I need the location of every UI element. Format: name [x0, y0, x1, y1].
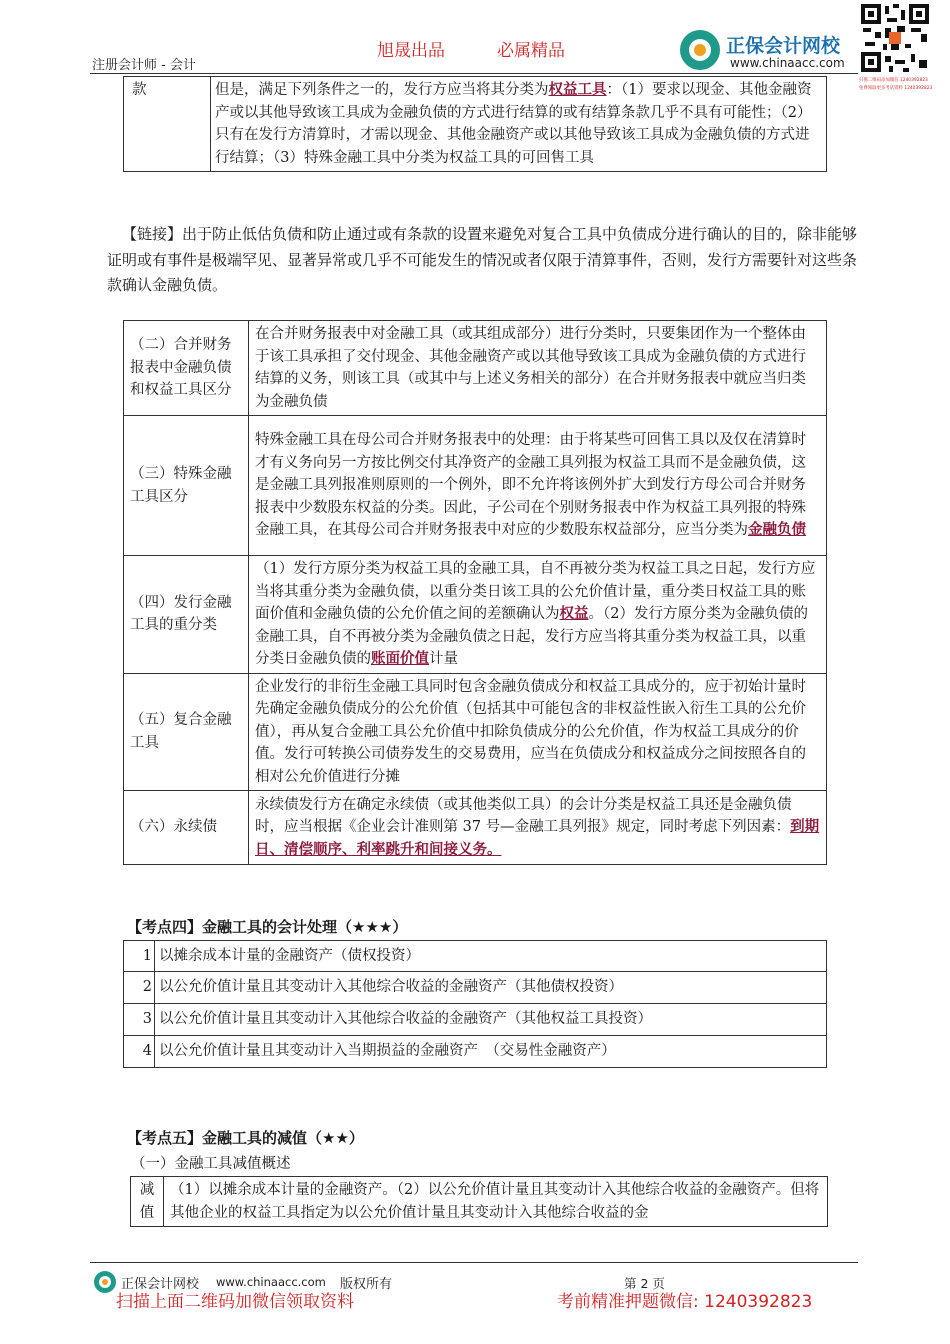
link-tag: 【链接】 — [122, 225, 183, 243]
term-book-value: 账面价值 — [371, 650, 429, 667]
row-label: （二）合并财务报表中金融负债和权益工具区分 — [124, 321, 249, 416]
table-row — [131, 1177, 828, 1227]
table-impairment-overview — [130, 1176, 828, 1227]
footer-page-number: 第 2 页 — [624, 1276, 665, 1291]
row-content: 企业发行的非衍生金融工具同时包含金融负债成分和权益工具成分的，应于初始计量时先确定金融负债成分的公允价值（包括其中可能包含的非权益性嵌入衍生工具的公允价值），再从复合金融工具公允价值中扣除负债成分的公允价值，作为权益工具成分的价值。发行可转换公司债券发生的交易费用，应当在负债成分和权益成分之间按照各自的相对公允价值进行分摊 — [249, 673, 827, 791]
row-content: 但是，满足下列条件之一的，发行方应当将其分类为权益工具：（1）要求以现金、其他金融资产或以其他导致该工具成为金融负债的方式进行结算的或有结算条款几乎不具有可能性；（2）只有在发行方清算时，才需以现金、其他金融资产或以其他导致该工具成为金融负债的方式进行结算；（3）特殊金融工具中分类为权益工具的可回售工具 — [211, 77, 827, 172]
section-5-subtitle: （一）金融工具减值概述 — [131, 1156, 291, 1172]
table-row — [124, 972, 827, 1004]
qr-code-image — [861, 4, 929, 72]
row-content: 以摊余成本计量的金融资产（债权投资） — [155, 941, 827, 972]
row-number: 2 — [124, 972, 155, 1004]
table-row — [124, 791, 827, 865]
table-row — [124, 673, 827, 791]
header-slogan-2: 必属精品 — [497, 41, 565, 61]
footer-rights: 版权所有 — [340, 1277, 393, 1292]
section-4-title: 【考点四】金融工具的会计处理（★★★） — [127, 918, 408, 936]
term-perpetual-factors: 到期日、清偿顺序、利率跳升和间接义务。 — [255, 818, 820, 858]
row-number: 4 — [124, 1036, 155, 1068]
row-label: （三）特殊金融工具区分 — [124, 416, 249, 556]
row-content: （1）以摊余成本计量的金融资产。（2）以公允价值计量且其变动计入其他综合收益的金融资产。但将其他企业的权益工具指定为以公允价值计量且其变动计入其他综合收益的金 — [164, 1177, 828, 1227]
term-financial-liability: 金融负债 — [748, 521, 806, 539]
table-row — [124, 416, 827, 556]
row-label: （六）永续债 — [124, 791, 249, 865]
section-5-title: 【考点五】金融工具的减值（★★） — [127, 1129, 364, 1147]
term-equity-instrument: 权益工具 — [548, 81, 607, 98]
footer-brand: 正保会计网校 — [121, 1277, 200, 1292]
table-row — [124, 77, 827, 172]
table-row — [124, 321, 827, 416]
row-content: 以公允价值计量且其变动计入当期损益的金融资产 （交易性金融资产） — [155, 1036, 827, 1068]
brand-logo — [680, 28, 855, 74]
row-content: 永续债发行方在确定永续债（或其他类似工具）的会计分类是权益工具还是金融负债时，应当根据《企业会计准则第 37 号—金融工具列报》规定，同时考虑下列因素：到期日、清偿顺序、利率跳升和间接义务。 — [249, 791, 827, 865]
row-content: 在合并财务报表中对金融工具（或其组成部分）进行分类时，只要集团作为一个整体由于该工具承担了交付现金、其他金融资产或以其他导致该工具成为金融负债的方式进行结算的义务，则该工具（或其中与上述义务相关的部分）在合并财务报表中就应当归类为金融负债 — [249, 321, 827, 416]
link-paragraph: 【链接】出于防止低估负债和防止通过或有条款的设置来避免对复合工具中负债成分进行确认的目的，除非能够证明或有事件是极端罕见、显著异常或几乎不可能发生的情况或者仅限于清算事件，否则，发行方需要针对这些条款确认金融负债。 — [107, 225, 858, 294]
row-label: 款 — [124, 77, 211, 172]
logo-url: www.chinaacc.com — [730, 56, 845, 70]
table-row — [124, 1036, 827, 1068]
footer-logo-icon — [94, 1271, 116, 1293]
qr-note-1: 扫描二维码添加微信 1240392823 — [859, 78, 928, 83]
footer-promo-right: 考前精准押题微信: 1240392823 — [557, 1292, 813, 1312]
table-classification-continued — [123, 76, 827, 172]
term-equity: 权益 — [559, 605, 589, 622]
footer-promo-left: 扫描上面二维码加微信领取资料 — [116, 1292, 354, 1312]
row-content: （1）发行方原分类为权益工具的金融工具，自不再被分类为权益工具之日起，发行方应当将其重分类为金融负债，以重分类日该工具的公允价值计量，重分类日权益工具的账面价值和金融负债的公允价值之间的差额确认为权益。（2）发行方原分类为金融负债的金融工具，自不再被分类为金融负债之日起，发行方应当将其重分类为权益工具，以重分类日金融负债的账面价值计量 — [249, 556, 827, 674]
row-label: 减值 — [131, 1177, 164, 1227]
table-accounting-treatment — [123, 940, 827, 1068]
row-content: 特殊金融工具在母公司合并财务报表中的处理：由于将某些可回售工具以及仅在清算时才有义务向另一方按比例交付其净资产的金融工具列报为权益工具而不是金融负债，这是金融工具列报准则原则的一个例外，即不允许将该例外扩大到发行方母公司合并财务报表中少数股东权益的分类。因此，子公司在个别财务报表中作为权益工具列报的特殊金融工具，在其母公司合并财务报表中对应的少数股东权益部分，应当分类为金融负债 — [249, 416, 827, 556]
header-slogan-1: 旭晟出品 — [377, 41, 445, 61]
row-label: （四）发行金融工具的重分类 — [124, 556, 249, 674]
table-row — [124, 941, 827, 972]
row-number: 1 — [124, 941, 155, 972]
table-financial-instrument-classification — [123, 320, 827, 865]
header-left-label: 注册会计师 - 会计 — [92, 58, 196, 73]
table-row — [124, 556, 827, 674]
footer-rule — [90, 1262, 858, 1263]
qr-note-2: 免费领取更多考试资料 1240392823 — [859, 86, 933, 91]
table-row — [124, 1004, 827, 1036]
row-content: 以公允价值计量且其变动计入其他综合收益的金融资产（其他债权投资） — [155, 972, 827, 1004]
footer-url: www.chinaacc.com — [216, 1275, 326, 1289]
row-label: （五）复合金融工具 — [124, 673, 249, 791]
logo-emblem-icon — [680, 30, 720, 70]
logo-name: 正保会计网校 — [726, 35, 841, 57]
row-number: 3 — [124, 1004, 155, 1036]
row-content: 以公允价值计量且其变动计入其他综合收益的金融资产（其他权益工具投资） — [155, 1004, 827, 1036]
